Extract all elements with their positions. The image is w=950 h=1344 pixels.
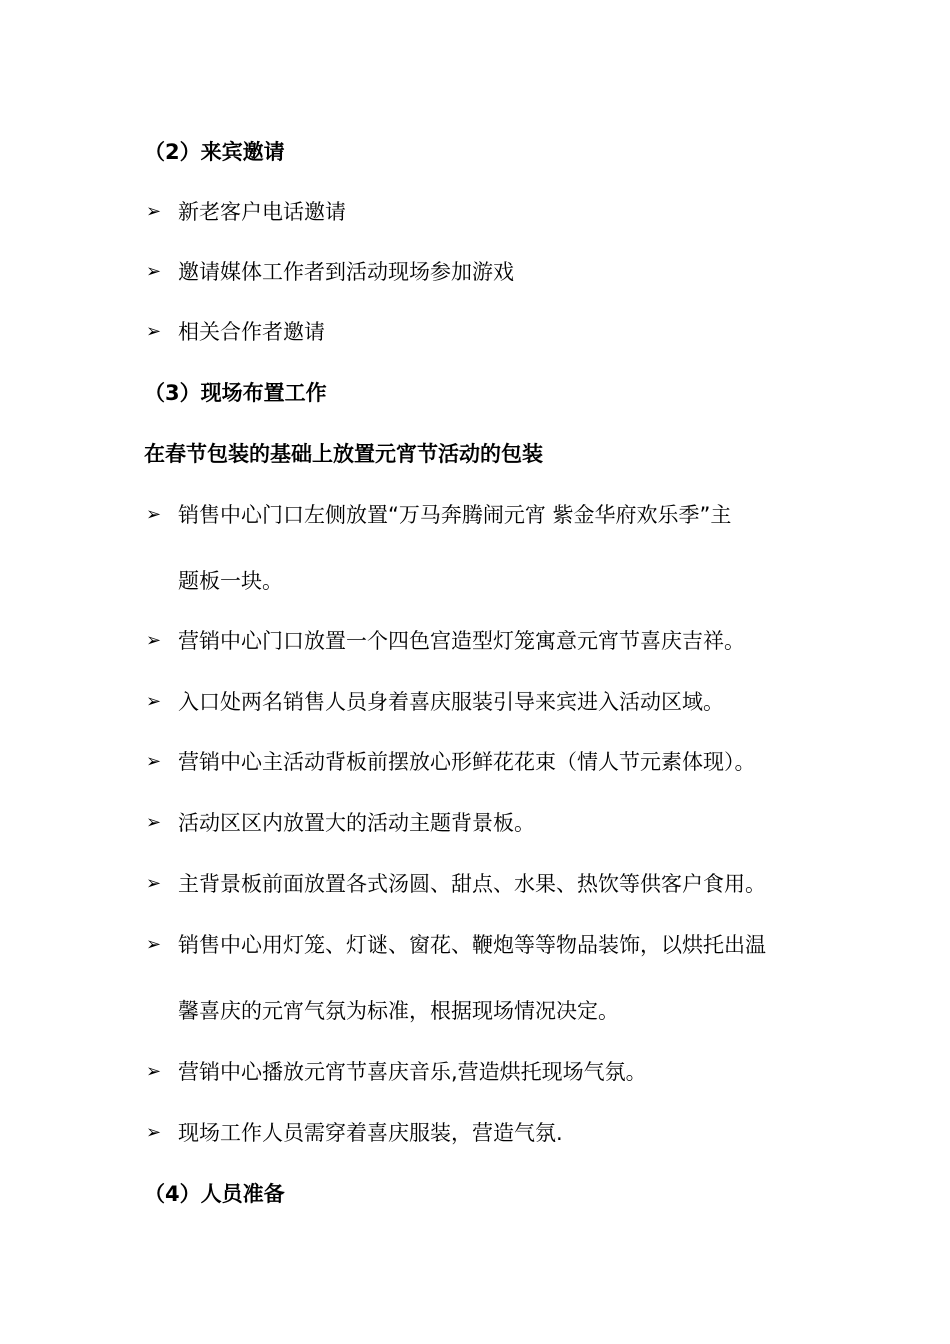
list-item-text: 相关合作者邀请	[178, 320, 325, 344]
arrow-bullet-icon: ➢	[146, 1061, 162, 1082]
arrow-bullet-icon: ➢	[146, 630, 162, 651]
list-item-text: 销售中心门口左侧放置“万马奔腾闹元宵 紫金华府欢乐季”主	[178, 503, 732, 527]
arrow-bullet-icon: ➢	[146, 812, 162, 833]
list-item-text-continued: 馨喜庆的元宵气氛为标准，根据现场情况决定。	[178, 999, 619, 1023]
arrow-bullet-icon: ➢	[146, 1122, 162, 1143]
arrow-bullet-icon: ➢	[146, 504, 162, 525]
list-item-text: 销售中心用灯笼、灯谜、窗花、鞭炮等等物品装饰，以烘托出温	[178, 933, 766, 957]
arrow-bullet-icon: ➢	[146, 201, 162, 222]
arrow-bullet-icon: ➢	[146, 751, 162, 772]
list-item-text-continued: 题板一块。	[178, 569, 283, 593]
list-item-text: 现场工作人员需穿着喜庆服装，营造气氛.	[178, 1121, 563, 1145]
arrow-bullet-icon: ➢	[146, 691, 162, 712]
section-heading-staff-preparation: （4）人员准备	[144, 1182, 285, 1206]
list-item-text: 营销中心门口放置一个四色宫造型灯笼寓意元宵节喜庆吉祥。	[178, 629, 745, 653]
list-item-text: 营销中心播放元宵节喜庆音乐,营造烘托现场气氛。	[178, 1060, 647, 1084]
list-item-text: 主背景板前面放置各式汤圆、甜点、水果、热饮等供客户食用。	[178, 872, 766, 896]
list-item-text: 邀请媒体工作者到活动现场参加游戏	[178, 260, 514, 284]
list-item-text: 入口处两名销售人员身着喜庆服装引导来宾进入活动区域。	[178, 690, 724, 714]
section-heading-venue-setup: （3）现场布置工作	[144, 381, 327, 405]
arrow-bullet-icon: ➢	[146, 934, 162, 955]
list-item-text: 新老客户电话邀请	[178, 200, 346, 224]
list-item-text: 营销中心主活动背板前摆放心形鲜花花束（情人节元素体现）。	[178, 750, 756, 774]
arrow-bullet-icon: ➢	[146, 321, 162, 342]
section-heading-guest-invitation: （2）来宾邀请	[144, 140, 285, 164]
section-subheading: 在春节包装的基础上放置元宵节活动的包装	[144, 442, 543, 466]
arrow-bullet-icon: ➢	[146, 261, 162, 282]
arrow-bullet-icon: ➢	[146, 873, 162, 894]
list-item-text: 活动区区内放置大的活动主题背景板。	[178, 811, 535, 835]
